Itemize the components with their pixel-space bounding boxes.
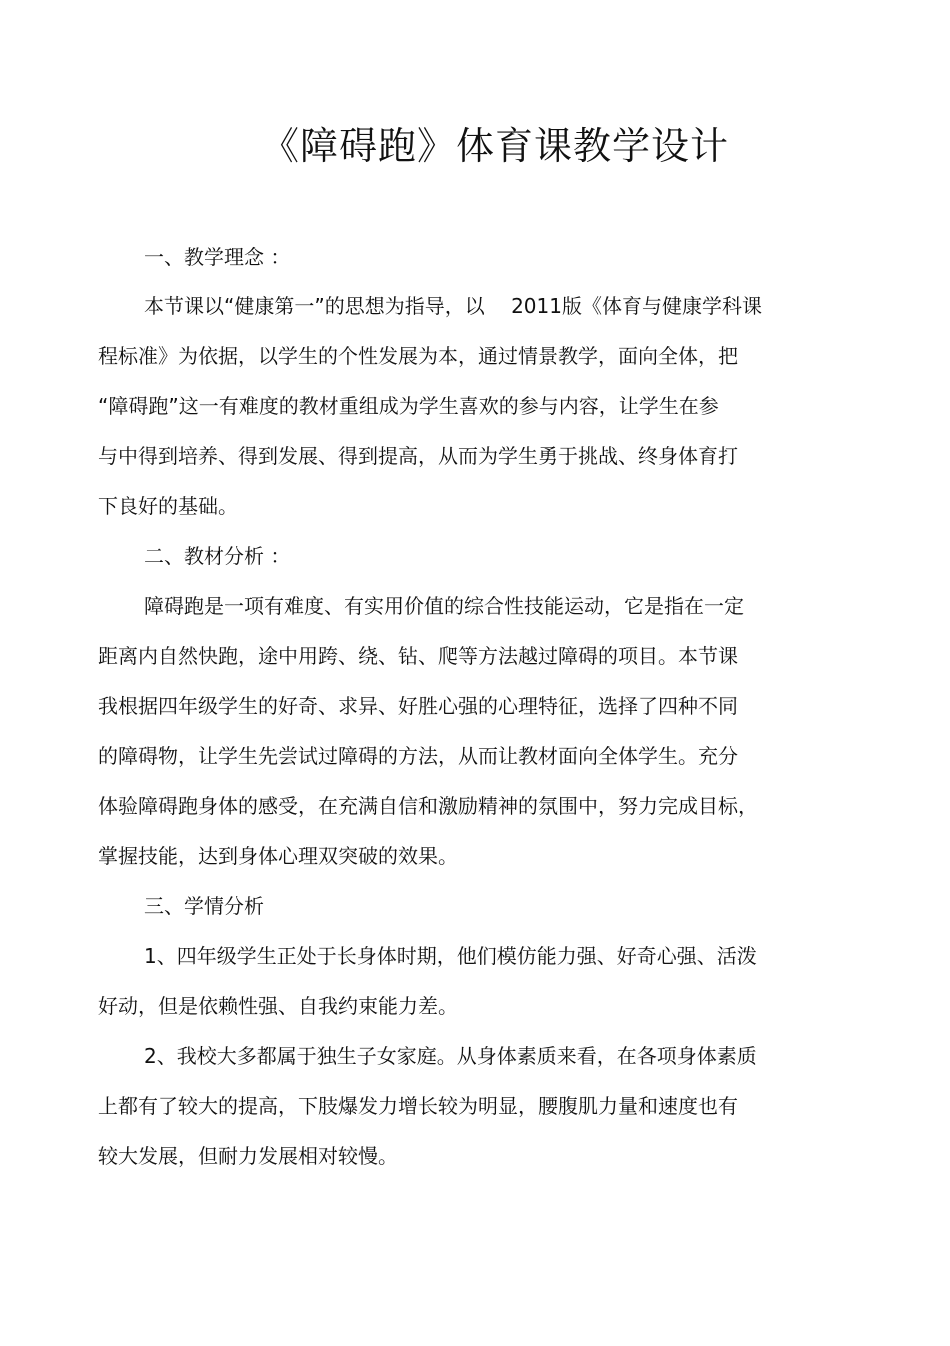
- section-heading-teaching-concept: 一、教学理念 ：: [144, 245, 291, 269]
- paragraph-line: 体验障碍跑身体的感受，在充满自信和激励精神的氛围中，努力完成目标，: [98, 794, 758, 818]
- document-title: 《障碍跑》体育课教学设计: [260, 124, 729, 168]
- paragraph-line: 的障碍物，让学生先尝试过障碍的方法，从而让教材面向全体学生。充分: [98, 744, 738, 768]
- paragraph-line: 程标准》为依据，以学生的个性发展为本，通过情景教学，面向全体，把: [98, 344, 738, 368]
- paragraph-line: 障碍跑是一项有难度、有实用价值的综合性技能运动，它是指在一定: [144, 594, 744, 618]
- paragraph-line: 下良好的基础。: [98, 494, 238, 518]
- paragraph-line: 距离内自然快跑，途中用跨、绕、钻、爬等方法越过障碍的项目。本节课: [98, 644, 738, 668]
- paragraph-line: 较大发展，但耐力发展相对较慢。: [98, 1144, 398, 1168]
- section-heading-material-analysis: 二、教材分析 ：: [144, 544, 291, 568]
- section-heading-student-analysis: 三、学情分析: [144, 894, 264, 918]
- paragraph-line: 与中得到培养、得到发展、得到提高，从而为学生勇于挑战、终身体育打: [98, 444, 738, 468]
- paragraph-line: 1、四年级学生正处于长身体时期，他们模仿能力强、好奇心强、活泼: [144, 944, 757, 968]
- paragraph-line: 掌握技能，达到身体心理双突破的效果。: [98, 844, 458, 868]
- paragraph-line: 上都有了较大的提高，下肢爆发力增长较为明显，腰腹肌力量和速度也有: [98, 1094, 738, 1118]
- paragraph-line: 我根据四年级学生的好奇、求异、好胜心强的心理特征，选择了四种不同: [98, 694, 738, 718]
- paragraph-line: 本节课以“健康第一”的思想为指导，以 2011版《体育与健康学科课: [144, 294, 762, 318]
- paragraph-line: 好动，但是依赖性强、自我约束能力差。: [98, 994, 458, 1018]
- paragraph-line: 2、我校大多都属于独生子女家庭。从身体素质来看，在各项身体素质: [144, 1044, 757, 1068]
- paragraph-line: “障碍跑”这一有难度的教材重组成为学生喜欢的参与内容，让学生在参: [98, 394, 719, 418]
